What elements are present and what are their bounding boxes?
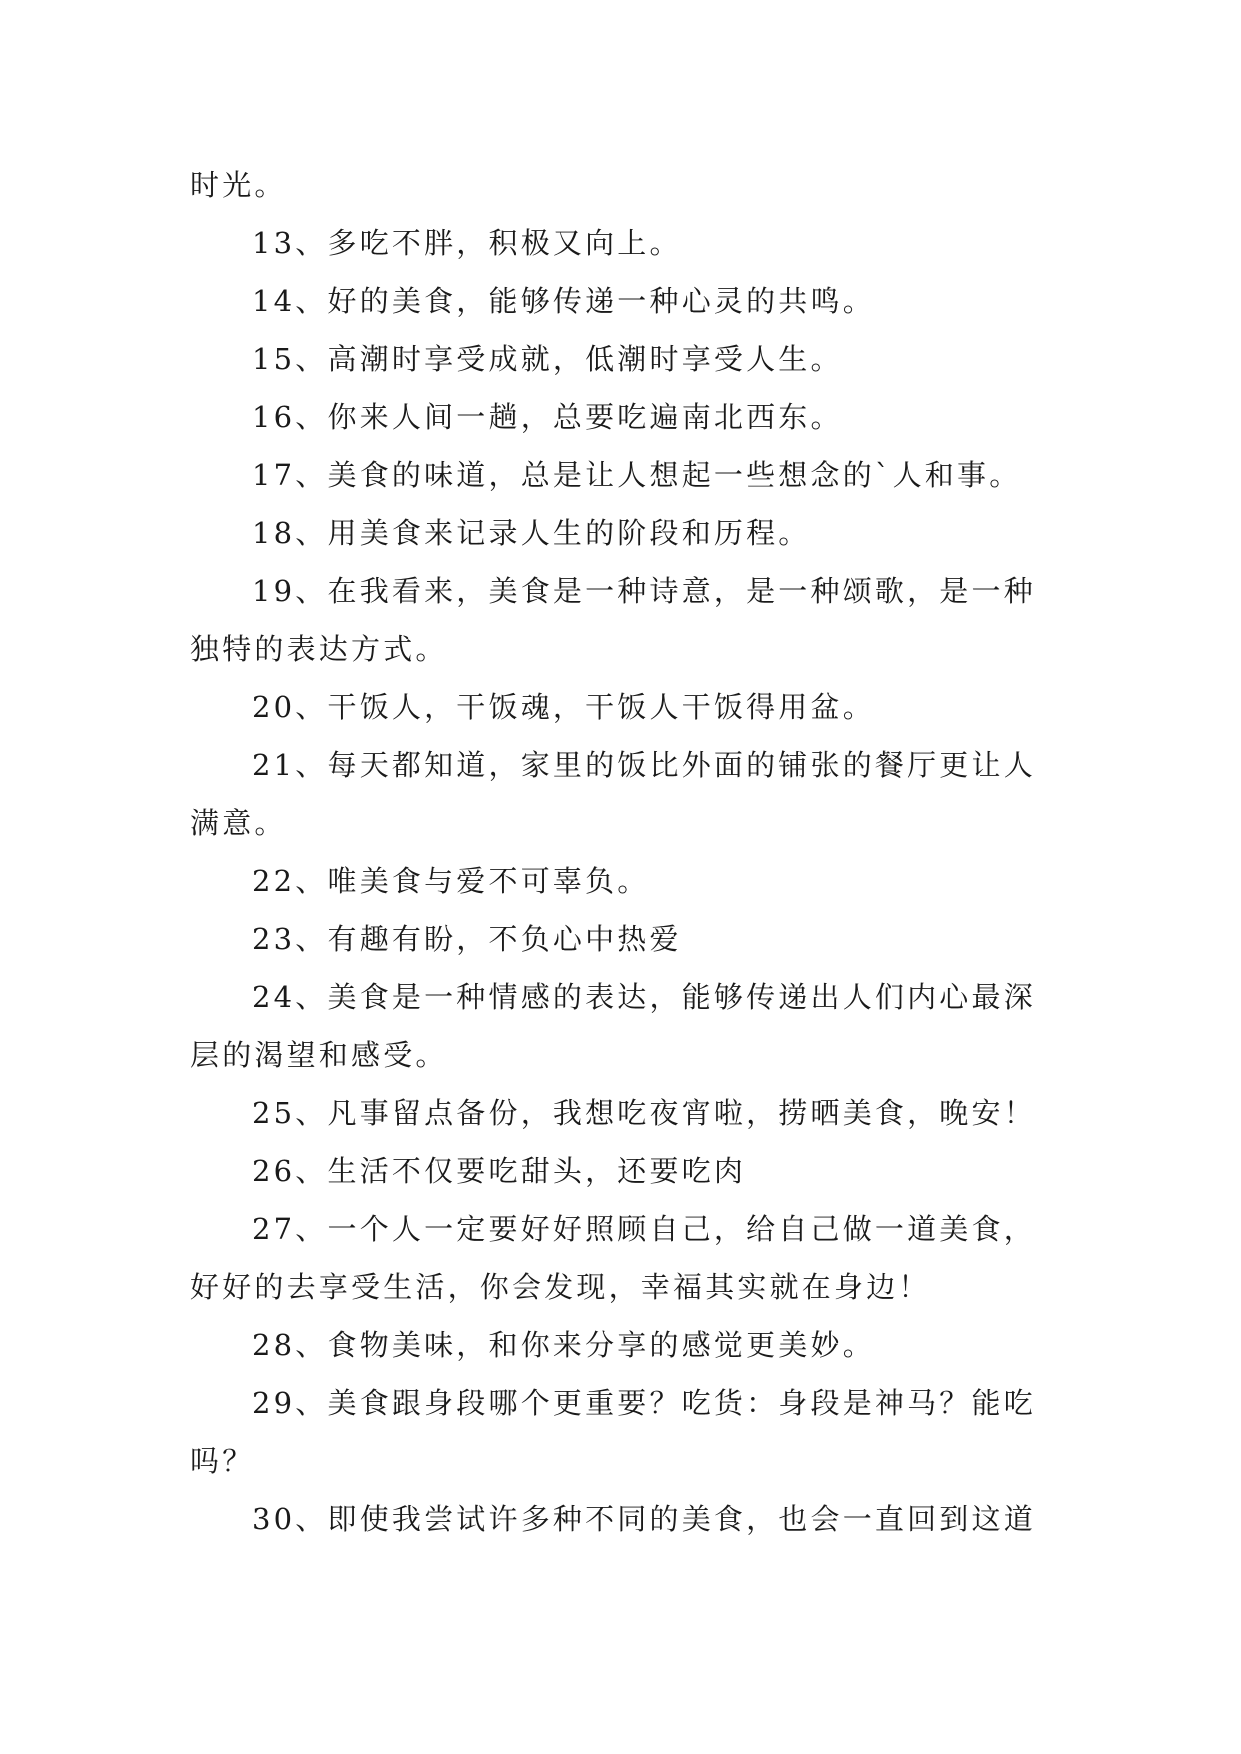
paragraph-14 — [190, 272, 1060, 330]
text-line: 20、干饭人，干饭魂，干饭人干饭得用盆。 — [252, 690, 875, 724]
text-line: 30、即使我尝试许多种不同的美食，也会一直回到这道 — [252, 1502, 1036, 1536]
text-line: 22、唯美食与爱不可辜负。 — [252, 864, 650, 898]
paragraph-20 — [190, 678, 1060, 736]
text-line: 16、你来人间一趟，总要吃遍南北西东。 — [252, 400, 843, 434]
text-line: 23、有趣有盼，不负心中热爱 — [252, 922, 682, 956]
paragraph-22 — [190, 852, 1060, 910]
paragraph-23 — [190, 910, 1060, 968]
text-line: 19、在我看来，美食是一种诗意，是一种颂歌，是一种 — [252, 574, 1036, 608]
paragraph-27 — [190, 1200, 1060, 1316]
paragraph-16 — [190, 388, 1060, 446]
paragraph-19 — [190, 562, 1060, 678]
text-line: 满意。 — [190, 806, 287, 840]
paragraph-13 — [190, 214, 1060, 272]
text-line: 29、美食跟身段哪个更重要？吃货：身段是神马？能吃 — [252, 1386, 1036, 1420]
text-line: 18、用美食来记录人生的阶段和历程。 — [252, 516, 811, 550]
text-line: 15、高潮时享受成就，低潮时享受人生。 — [252, 342, 843, 376]
paragraph-30 — [190, 1490, 1060, 1548]
paragraph-29 — [190, 1374, 1060, 1490]
paragraph-18 — [190, 504, 1060, 562]
text-line: 时光。 — [190, 168, 287, 202]
text-line: 好好的去享受生活，你会发现，幸福其实就在身边！ — [190, 1270, 931, 1304]
text-line: 独特的表达方式。 — [190, 632, 448, 666]
paragraph-15 — [190, 330, 1060, 388]
paragraph-28 — [190, 1316, 1060, 1374]
text-line: 24、美食是一种情感的表达，能够传递出人们内心最深 — [252, 980, 1036, 1014]
text-line: 层的渴望和感受。 — [190, 1038, 448, 1072]
document-page — [190, 156, 1060, 1548]
text-line: 14、好的美食，能够传递一种心灵的共鸣。 — [252, 284, 875, 318]
text-line: 26、生活不仅要吃甜头，还要吃肉 — [252, 1154, 747, 1188]
text-line: 17、美食的味道，总是让人想起一些想念的`人和事。 — [252, 458, 1022, 492]
text-line: 25、凡事留点备份，我想吃夜宵啦，捞晒美食，晚安！ — [252, 1096, 1036, 1130]
text-line: 27、一个人一定要好好照顾自己，给自己做一道美食， — [252, 1212, 1036, 1246]
text-line: 13、多吃不胖，积极又向上。 — [252, 226, 682, 260]
text-line: 28、食物美味，和你来分享的感觉更美妙。 — [252, 1328, 875, 1362]
text-line: 吗？ — [190, 1444, 255, 1478]
paragraph-21 — [190, 736, 1060, 852]
paragraph-continuation — [190, 156, 1060, 214]
paragraph-26 — [190, 1142, 1060, 1200]
paragraph-25 — [190, 1084, 1060, 1142]
paragraph-24 — [190, 968, 1060, 1084]
paragraph-17 — [190, 446, 1060, 504]
text-line: 21、每天都知道，家里的饭比外面的铺张的餐厅更让人 — [252, 748, 1036, 782]
